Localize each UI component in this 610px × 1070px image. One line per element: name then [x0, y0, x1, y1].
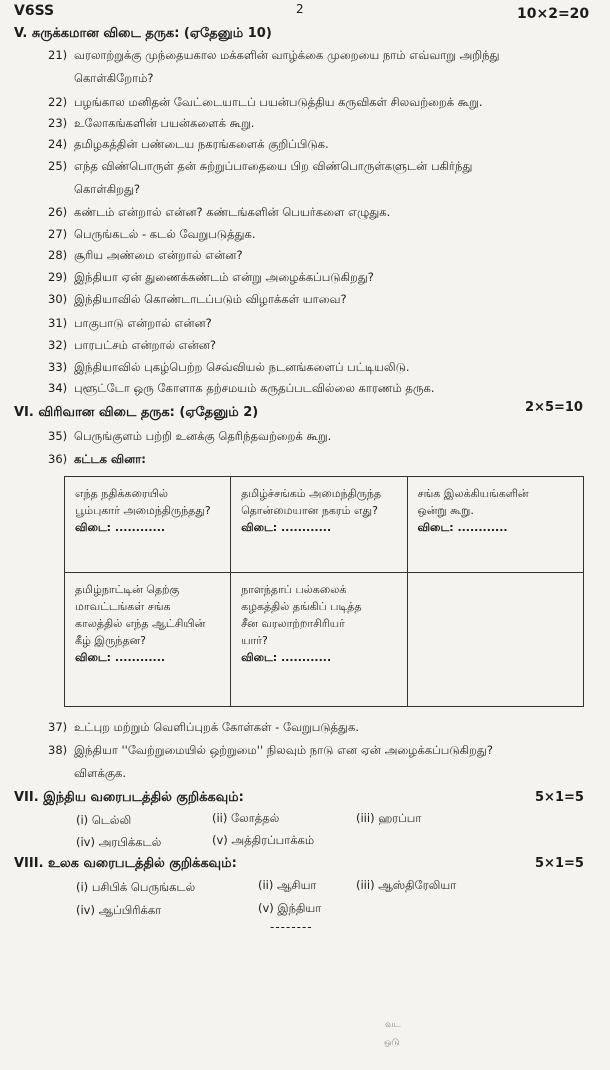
- section-5-title: V. சுருக்கமான விடை தருக: (ஏதேனும் 10): [14, 26, 272, 41]
- grid-cell-3: சங்க இலக்கியங்களின் ஒன்று கூறு. விடை: ............: [407, 477, 583, 573]
- question-21: 21) வரலாற்றுக்கு முந்தையகால மக்களின் வாழ்க்கை முறையை நாம் எவ்வாறு அறிந்து: [48, 48, 500, 62]
- question-38: 38) இந்தியா ''வேற்றுமையில் ஒற்றுமை'' நிலவும் நாடு என ஏன் அழைக்கப்படுகிறது?: [48, 743, 493, 757]
- map-item-delhi: (i) டெல்லி: [76, 813, 132, 827]
- faint-mark-1: வட: [385, 1020, 401, 1030]
- question-27: 27) பெருங்கடல் - கடல் வேறுபடுத்துக.: [48, 227, 256, 241]
- question-28: 28) சூரிய அண்மை என்றால் என்ன?: [48, 248, 243, 262]
- grid-answer-5: விடை: ............: [241, 651, 332, 665]
- section-8-marks: 5×1=5: [535, 856, 584, 871]
- question-38-cont: விளக்குக.: [74, 766, 126, 780]
- grid-answer-3: விடை: ............: [417, 521, 508, 535]
- question-24: 24) தமிழகத்தின் பண்டைய நகரங்களைக் குறிப்பிடுக.: [48, 137, 329, 151]
- question-36: 36) கட்டக வினா:: [48, 452, 146, 466]
- grid-answer-2: விடை: ............: [241, 521, 332, 535]
- grid-answer-1: விடை: ............: [75, 521, 166, 535]
- question-26: 26) கண்டம் என்றால் என்ன? கண்டங்களின் பெயர்களை எழுதுக.: [48, 205, 391, 219]
- question-35: 35) பெருங்குளம் பற்றி உனக்கு தெரிந்தவற்றைக் கூறு.: [48, 429, 332, 443]
- question-33: 33) இந்தியாவில் புகழ்பெற்ற செவ்வியல் நடனங்களைப் பட்டியலிடு.: [48, 360, 410, 374]
- section-8-title: VIII. உலக வரைபடத்தில் குறிக்கவும்:: [14, 856, 237, 871]
- paper-code: V6SS: [14, 3, 55, 19]
- question-30: 30) இந்தியாவில் கொண்டாடப்படும் விழாக்கள் யாவை?: [48, 292, 347, 306]
- section-7-title: VII. இந்திய வரைபடத்தில் குறிக்கவும்:: [14, 790, 244, 805]
- question-34: 34) புளூட்டோ ஒரு கோளாக தற்சமயம் கருதப்படவில்லை காரணம் தருக.: [48, 381, 435, 395]
- question-37: 37) உட்புற மற்றும் வெளிப்புறக் கோள்கள் - வேறுபடுத்துக.: [48, 720, 360, 734]
- grid-cell-4: தமிழ்நாட்டின் தெற்கு மாவட்டங்கள் சங்க காலத்தில் எந்த ஆட்சியின் கீழ் இருந்தன? விடை: ............: [65, 573, 231, 707]
- grid-cell-6-empty: [407, 573, 583, 707]
- grid-cell-2: தமிழ்ச்சங்கம் அமைந்திருந்த தொன்மையான நகரம் எது? விடை: ............: [231, 477, 407, 573]
- map-item-africa: (iv) ஆப்பிரிக்கா: [76, 903, 162, 917]
- section-6-title: VI. விரிவான விடை தருக: (ஏதேனும் 2): [14, 405, 259, 420]
- map-item-harappa: (iii) ஹரப்பா: [356, 811, 422, 825]
- question-29: 29) இந்தியா ஏன் துணைக்கண்டம் என்று அழைக்கப்படுகிறது?: [48, 270, 374, 284]
- question-25-cont: கொள்கிறது?: [74, 182, 141, 196]
- map-item-asia: (ii) ஆசியா: [258, 878, 317, 892]
- grid-answer-4: விடை: ............: [75, 651, 166, 665]
- question-22: 22) பழங்கால மனிதன் வேட்டையாடப் பயன்படுத்திய கருவிகள் சிலவற்றைக் கூறு.: [48, 95, 483, 109]
- question-25: 25) எந்த விண்பொருள் தன் சுற்றுப்பாதையை பிற விண்பொருள்களுடன் பகிர்ந்து: [48, 159, 473, 173]
- grid-question-table: [64, 476, 584, 707]
- map-item-pacific-ocean: (i) பசிபிக் பெருங்கடல்: [76, 880, 196, 894]
- map-item-athirampakkam: (v) அத்திரப்பாக்கம்: [212, 833, 315, 847]
- question-21-cont: கொள்கிறோம்?: [74, 71, 154, 85]
- section-7-marks: 5×1=5: [535, 790, 584, 805]
- map-item-arabian-sea: (iv) அரபிக்கடல்: [76, 835, 162, 849]
- section-5-marks: 10×2=20: [517, 6, 590, 22]
- question-32: 32) பாரபட்சம் என்றால் என்ன?: [48, 338, 217, 352]
- map-item-india: (v) இந்தியா: [258, 901, 322, 915]
- question-31: 31) பாகுபாடு என்றால் என்ன?: [48, 316, 212, 330]
- section-6-marks: 2×5=10: [525, 400, 583, 415]
- grid-cell-1: எந்த நதிக்கரையில் பூம்புகார் அமைந்திருந்தது? விடை: ............: [65, 477, 231, 573]
- map-item-australia: (iii) ஆஸ்திரேலியா: [356, 878, 457, 892]
- grid-cell-5: நாளந்தாப் பல்கலைக் கழகத்தில் தங்கிப் படித்த சீன வரலாற்றாசிரியர் யார்? விடை: ............: [231, 573, 407, 707]
- map-item-lothal: (ii) லோத்தல்: [212, 811, 280, 825]
- faint-mark-2: ஒடு: [384, 1038, 400, 1048]
- end-marker: --------: [270, 920, 313, 934]
- page-number: 2: [296, 2, 304, 16]
- question-23: 23) உலோகங்களின் பயன்களைக் கூறு.: [48, 116, 255, 130]
